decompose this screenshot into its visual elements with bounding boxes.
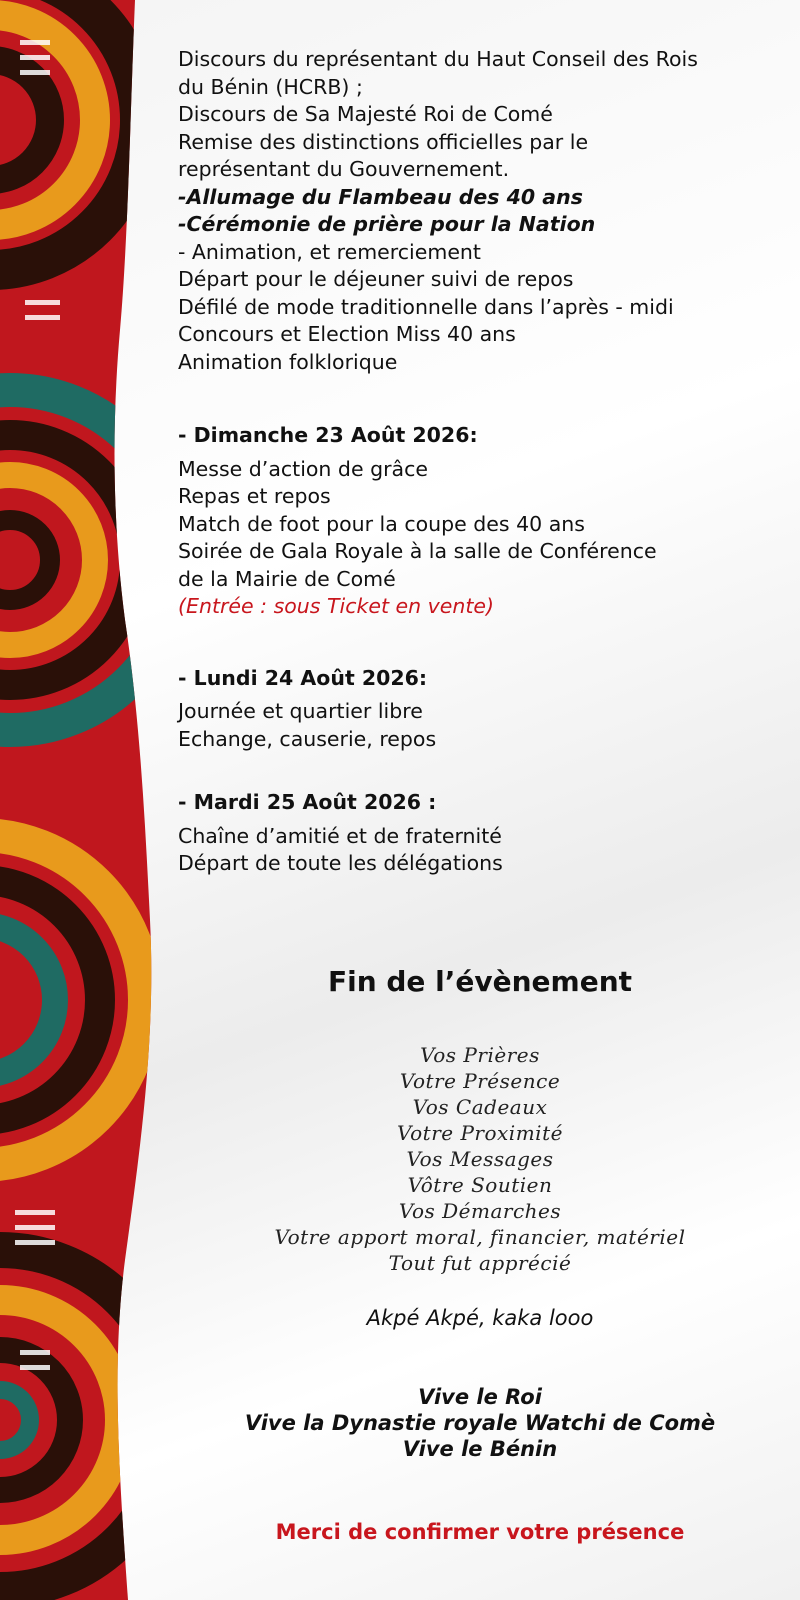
sunday-item: Repas et repos	[178, 484, 331, 508]
thanks-line: Votre apport moral, financier, matériel	[274, 1225, 686, 1249]
program-text	[178, 46, 763, 878]
thanks-list	[160, 1042, 800, 1276]
african-pattern-border	[0, 0, 160, 1600]
vive-line: Vive le Bénin	[402, 1437, 558, 1461]
tuesday-heading: - Mardi 25 Août 2026 :	[178, 790, 437, 814]
program-line: Remise des distinctions officielles par le	[178, 129, 589, 154]
sunday-item: de la Mairie de Comé	[178, 566, 396, 591]
program-line: Défilé de mode traditionnelle dans l’après - midi	[178, 294, 674, 319]
thanks-line: Vos Démarches	[398, 1199, 562, 1223]
program-line: du Bénin (HCRB) ;	[178, 74, 363, 99]
program-line: - Animation, et remerciement	[178, 239, 481, 264]
vive-block	[160, 1384, 800, 1462]
thanks-line: Vos Messages	[406, 1147, 554, 1171]
sunday-item: Soirée de Gala Royale à la salle de Conférence	[178, 539, 657, 563]
rsvp-text: Merci de confirmer votre présence	[275, 1520, 685, 1544]
monday-item: Echange, causerie, repos	[178, 726, 437, 751]
vive-line: Vive la Dynastie royale Watchi de Comè	[244, 1411, 716, 1435]
program-line: Discours de Sa Majesté Roi de Comé	[178, 102, 553, 126]
program-intro	[178, 46, 763, 184]
program-line: Discours du représentant du Haut Conseil des Rois	[178, 47, 698, 71]
ticket-note: (Entrée : sous Ticket en vente)	[178, 594, 495, 618]
tuesday-item: Départ de toute les délégations	[178, 851, 503, 875]
tuesday-item: Chaîne d’amitié et de fraternité	[178, 823, 502, 848]
sunday-item: Match de foot pour la coupe des 40 ans	[178, 511, 585, 536]
monday-heading: - Lundi 24 Août 2026:	[178, 665, 428, 690]
program-rest	[178, 239, 763, 377]
end-title: Fin de l’évènement	[327, 965, 633, 998]
thanks-line: Vos Prières	[420, 1043, 540, 1067]
highlight-prayer: -Cérémonie de prière pour la Nation	[178, 212, 596, 236]
program-line: Concours et Election Miss 40 ans	[178, 322, 516, 346]
highlight-torch: -Allumage du Flambeau des 40 ans	[178, 184, 583, 209]
thanks-line: Tout fut apprécié	[388, 1251, 572, 1275]
program-line: Animation folklorique	[178, 349, 398, 374]
sunday-heading: - Dimanche 23 Août 2026:	[178, 423, 478, 447]
program-line: Départ pour le déjeuner suivi de repos	[178, 267, 574, 291]
thanks-line: Vos Cadeaux	[412, 1095, 548, 1119]
thanks-line: Votre Proximité	[397, 1121, 563, 1145]
vive-line: Vive le Roi	[418, 1385, 542, 1409]
program-line: représentant du Gouvernement.	[178, 157, 510, 181]
monday-item: Journée et quartier libre	[178, 699, 423, 723]
akpe-text: Akpé Akpé, kaka looo	[366, 1306, 594, 1330]
thanks-line: Vôtre Soutien	[407, 1173, 553, 1197]
thanks-line: Votre Présence	[399, 1069, 561, 1093]
sunday-item: Messe d’action de grâce	[178, 456, 428, 481]
